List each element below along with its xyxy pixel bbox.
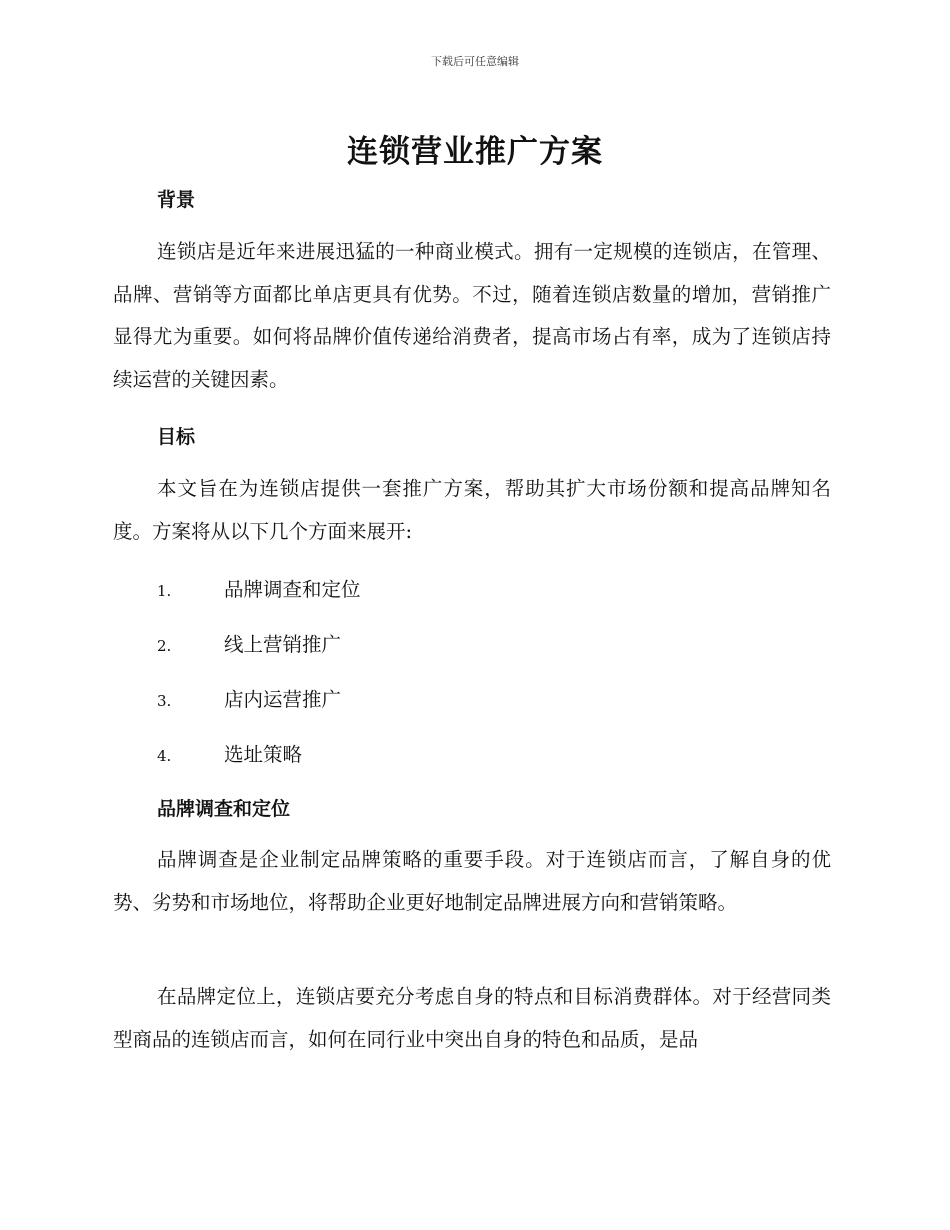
section-heading-goal: 目标: [157, 426, 196, 448]
paragraph-brand-2: 在品牌定位上，连锁店要充分考虑自身的特点和目标消费群体。对于经营同类型商品的连锁店而言，如何在同行业中突出自身的特色和品质，是品: [113, 985, 831, 1051]
header-note: 下载后可任意编辑: [431, 55, 519, 68]
list-item: [157, 574, 361, 602]
list-item: [157, 629, 341, 657]
document-title: 连锁营业推广方案: [347, 134, 603, 170]
section-heading-brand: 品牌调查和定位: [157, 798, 291, 820]
list-item: [157, 739, 302, 767]
paragraph-goal: 本文旨在为连锁店提供一套推广方案，帮助其扩大市场份额和提高品牌知名度。方案将从以下几个方面来展开:: [113, 477, 831, 543]
paragraph-brand-1: 品牌调查是企业制定品牌策略的重要手段。对于连锁店而言，了解自身的优势、劣势和市场地位，将帮助企业更好地制定品牌进展方向和营销策略。: [113, 848, 831, 914]
list-number: 1.: [157, 582, 172, 600]
list-label: 品牌调查和定位: [224, 578, 361, 601]
list-number: 2.: [157, 637, 172, 655]
list-number: 3.: [157, 692, 172, 710]
list-label: 店内运营推广: [224, 688, 342, 711]
paragraph-background: 连锁店是近年来进展迅猛的一种商业模式。拥有一定规模的连锁店，在管理、品牌、营销等方面都比单店更具有优势。不过，随着连锁店数量的增加，营销推广显得尤为重要。如何将品牌价值传递给消费者，提高市场占有率，成为了连锁店持续运营的关键因素。: [113, 240, 831, 391]
list-label: 选址策略: [224, 743, 303, 766]
list-item: [157, 684, 341, 712]
list-label: 线上营销推广: [224, 633, 342, 656]
section-heading-background: 背景: [157, 189, 196, 211]
list-number: 4.: [157, 747, 172, 765]
